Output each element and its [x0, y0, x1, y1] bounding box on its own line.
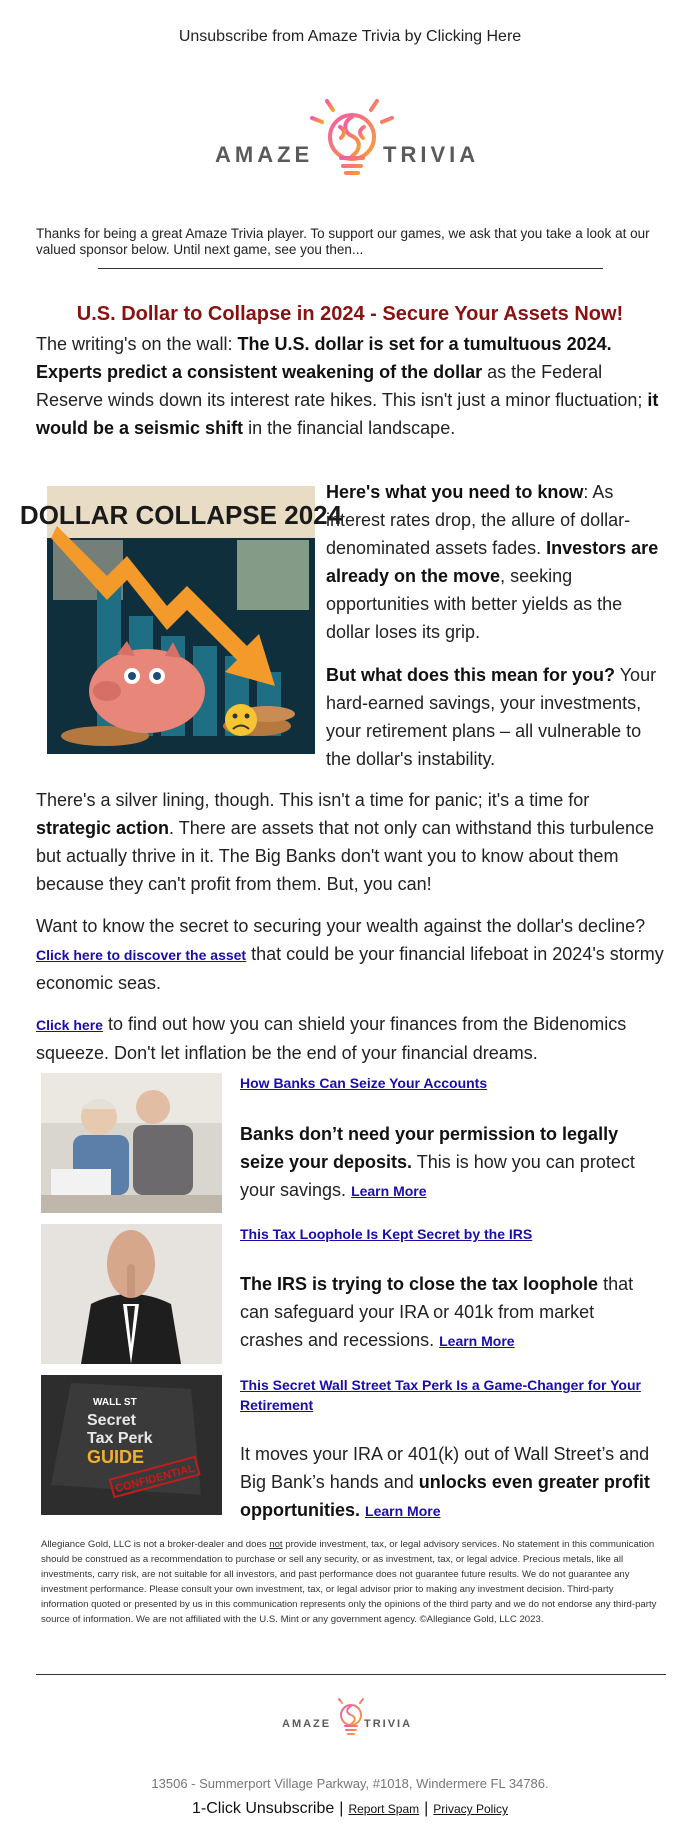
- worried-face-emoji: [225, 704, 257, 736]
- discover-asset-link[interactable]: Click here to discover the asset: [36, 947, 247, 963]
- article-title-link[interactable]: This Secret Wall Street Tax Perk Is a Game-Changer for Your Retirement: [240, 1377, 641, 1413]
- article-text: Banks don’t need your permission to legally seize your deposits. This is how you can protect your savings. Learn More: [240, 1124, 635, 1200]
- amaze-trivia-logo: [282, 1695, 420, 1753]
- svg-text:CONFIDENTIAL: CONFIDENTIAL: [114, 1462, 197, 1496]
- svg-text:WALL ST: WALL ST: [93, 1397, 137, 1408]
- learn-more-link[interactable]: Learn More: [439, 1333, 515, 1349]
- report-spam-link[interactable]: Report Spam: [348, 1802, 420, 1816]
- separator: |: [339, 1800, 344, 1817]
- intro-paragraph: The writing's on the wall: The U.S. dollar is set for a tumultuous 2024. Experts predict a consistent weakening of the dollar as the Federal Reserve winds down its interest rate hikes. This isn't just a minor fluctuation; it would be a seismic shift in the financial landscape.: [36, 334, 659, 438]
- logo-text-amaze: AMAZE: [215, 142, 314, 167]
- logo-text-trivia: TRIVIA: [383, 142, 480, 167]
- postal-address: 13506 - Summerport Village Parkway, #1018, Windermere FL 34786.: [151, 1776, 549, 1791]
- mean-for-you-paragraph: But what does this mean for you? Your hard-earned savings, your investments, your retirement plans – all vulnerable to the dollar's instability.: [326, 665, 657, 769]
- svg-text:Secret: Secret: [87, 1412, 136, 1429]
- privacy-policy-link[interactable]: Privacy Policy: [433, 1802, 508, 1816]
- one-click-unsubscribe-link[interactable]: 1-Click Unsubscribe: [192, 1800, 335, 1817]
- unsubscribe-link[interactable]: Unsubscribe from Amaze Trivia by Clicking Here: [178, 28, 522, 45]
- divider: [36, 1674, 666, 1675]
- image-headline: DOLLAR COLLAPSE 2024: [19, 500, 343, 530]
- article-text: The IRS is trying to close the tax loophole that can safeguard your IRA or 401k from market crashes and recessions. Learn More: [240, 1274, 634, 1350]
- know-paragraph: Here's what you need to know: As interest rates drop, the allure of dollar-denominated assets fades. Investors are already on the move, seeking opportunities with better yields as the dollar loses its grip.: [326, 482, 659, 642]
- silver-lining-paragraph: There's a silver lining, though. This isn't a time for panic; it's a time for strategic action. There are assets that not only can withstand this turbulence but actually thrive in it. The Big Banks don't want you to know about them because they can't profit from them. But, you can!: [36, 790, 654, 894]
- article-title-link[interactable]: How Banks Can Seize Your Accounts: [240, 1075, 488, 1091]
- article-title-link[interactable]: This Tax Loophole Is Kept Secret by the IRS: [240, 1226, 533, 1242]
- lightbulb-brain-icon: [339, 1695, 363, 1734]
- learn-more-link[interactable]: Learn More: [351, 1183, 427, 1199]
- svg-text:TRIVIA: TRIVIA: [364, 1718, 413, 1730]
- footer-links: [0, 1800, 700, 1818]
- secret-paragraph: Want to know the secret to securing your wealth against the dollar's decline? Click here to discover the asset that could be your financial lifeboat in 2024's stormy economic seas.: [36, 916, 664, 993]
- seniors-laptop-image: [41, 1073, 222, 1213]
- svg-text:Tax Perk: Tax Perk: [87, 1430, 153, 1447]
- divider: [98, 268, 603, 269]
- amaze-trivia-logo: [215, 92, 490, 210]
- tax-perk-guide-image: [41, 1375, 222, 1515]
- sponsor-intro-text: Thanks for being a great Amaze Trivia player. To support our games, we ask that you take a look at our valued sponsor below. Until next game, see you then...: [36, 226, 650, 257]
- learn-more-link[interactable]: Learn More: [365, 1503, 441, 1519]
- bidenomics-paragraph: Click here to find out how you can shield your finances from the Bidenomics squeeze. Don't let inflation be the end of your financial dreams.: [36, 1014, 627, 1063]
- click-here-link[interactable]: Click here: [36, 1017, 103, 1033]
- man-finger-lips-image: [41, 1224, 222, 1364]
- headline: U.S. Dollar to Collapse in 2024 - Secure Your Assets Now!: [76, 303, 624, 325]
- article-text: It moves your IRA or 401(k) out of Wall Street’s and Big Bank’s hands and unlocks even greater profit opportunities. Learn More: [240, 1444, 650, 1520]
- disclaimer: Allegiance Gold, LLC is not a broker-dealer and does not provide investment, tax, or legal advisory services. No statement in this communication should be construed as a recommendation to purchase or sell any security, or as investment, tax, or legal advice. Precious metals, like all investments, carry risk, are not suitable for all investors, and past performance does not guarantee future results. We do not guarantee any investment performance. Please consult your own investment, tax, or legal advisor prior to making any investment decision. Third-party information quoted or presented by us in this communication represents only the opinions of the third party and we do not endorse any third-party source of information. We are not affiliated with the U.S. Mint or any government agency. ©Allegiance Gold, LLC 2023.: [41, 1539, 657, 1625]
- dollar-collapse-image: [19, 486, 343, 754]
- svg-text:GUIDE: GUIDE: [87, 1447, 145, 1467]
- svg-text:AMAZE: AMAZE: [282, 1718, 332, 1730]
- lightbulb-brain-icon: [312, 94, 392, 173]
- separator: |: [424, 1800, 429, 1817]
